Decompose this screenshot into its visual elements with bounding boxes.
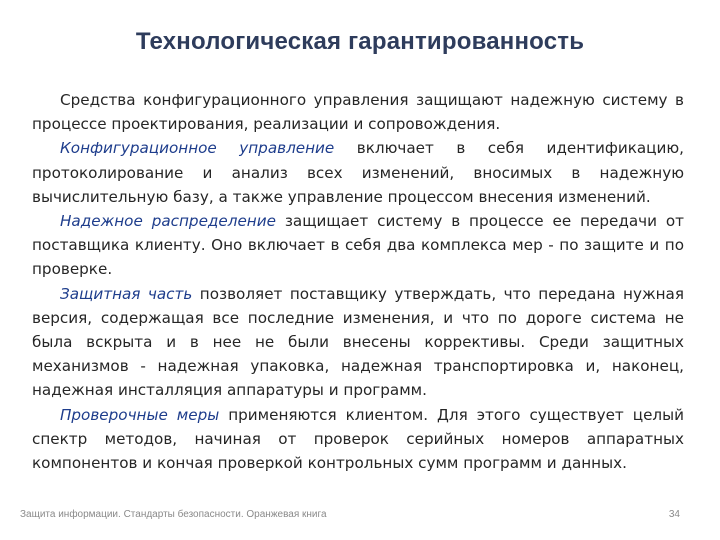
term-trusted-distribution: Надежное распределение xyxy=(60,212,276,231)
slide-body xyxy=(32,88,684,475)
paragraph-text: позволяет поставщику утверждать, что передана нужная версия, содержащая все последние изменения, и что по дороге система не была вскрыта и в нее не были внесены коррективы. Среди защитных механизмов - надежная упаковка, надежная транспортировка и, наконец, надежная инсталляция аппаратуры и программ. xyxy=(32,284,684,400)
term-protective-part: Защитная часть xyxy=(60,284,193,303)
paragraph-config-tools xyxy=(32,88,684,136)
paragraph-protective-part xyxy=(32,282,684,403)
paragraph-text: защищает систему в процессе ее передачи от поставщика клиенту. Оно включает в себя два комплекса мер - по защите и по проверке. xyxy=(32,212,685,279)
paragraph-trusted-distribution xyxy=(32,209,684,282)
paragraph-text: Средства конфигурационного управления защищают надежную систему в процессе проектирования, реализации и сопровождения. xyxy=(32,91,684,134)
page-number: 34 xyxy=(668,509,680,520)
paragraph-text: включает в себя идентификацию, протоколирование и анализ всех изменений, вносимых в надежную вычислительную базу, а также управление процессом внесения изменений. xyxy=(32,139,684,206)
paragraph-config-management xyxy=(32,136,684,209)
footer-caption: Защита информации. Стандарты безопасности. Оранжевая книга xyxy=(20,509,327,520)
paragraph-text: применяются клиентом. Для этого существует целый спектр методов, начиная от проверок серийных номеров аппаратных компонентов и кончая проверкой контрольных сумм программ и данных. xyxy=(32,405,684,473)
term-verification-measures: Проверочные меры xyxy=(60,405,220,424)
slide-title: Технологическая гарантированность xyxy=(135,28,585,55)
term-config-management: Конфигурационное управление xyxy=(60,139,335,158)
paragraph-verification-measures xyxy=(32,403,684,476)
